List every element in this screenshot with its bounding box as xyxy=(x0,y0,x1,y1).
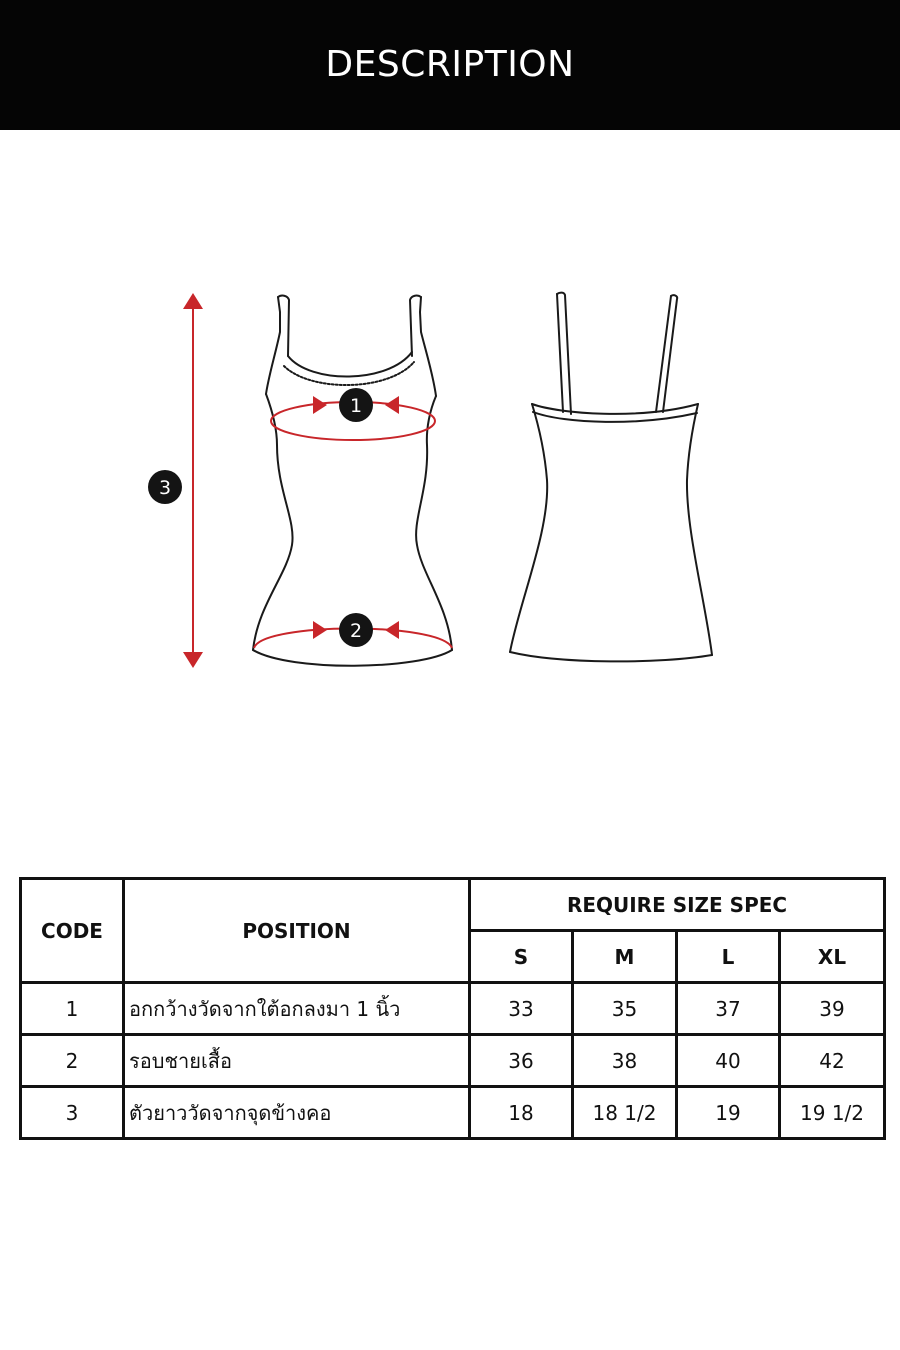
marker-1-label: 1 xyxy=(349,395,363,417)
row-value-l: 19 xyxy=(677,1087,780,1139)
row-position: รอบชายเสื้อ xyxy=(124,1035,470,1087)
row-value-l: 40 xyxy=(677,1035,780,1087)
row-value-xl: 39 xyxy=(780,983,885,1035)
header-position: POSITION xyxy=(124,879,470,983)
header-size-xl: XL xyxy=(780,931,885,983)
row-value-s: 18 xyxy=(470,1087,573,1139)
header-size-s: S xyxy=(470,931,573,983)
row-code: 2 xyxy=(21,1035,124,1087)
back-view-outline xyxy=(510,293,712,662)
front-view-outline xyxy=(253,296,452,666)
table-row xyxy=(21,1087,885,1139)
row-value-xl: 19 1/2 xyxy=(780,1087,885,1139)
row-value-m: 35 xyxy=(573,983,677,1035)
row-code: 1 xyxy=(21,983,124,1035)
row-value-l: 37 xyxy=(677,983,780,1035)
marker-1 xyxy=(339,388,373,422)
header-require-size-spec: REQUIRE SIZE SPEC xyxy=(470,879,885,931)
length-measure-line xyxy=(183,293,203,668)
row-value-s: 36 xyxy=(470,1035,573,1087)
marker-3 xyxy=(148,470,182,504)
header-size-l: L xyxy=(677,931,780,983)
header-size-m: M xyxy=(573,931,677,983)
garment-diagram xyxy=(0,270,900,690)
marker-2-label: 2 xyxy=(349,620,363,642)
size-spec-table xyxy=(19,877,886,1140)
marker-3-label: 3 xyxy=(158,477,172,499)
page-title: DESCRIPTION xyxy=(325,43,575,85)
row-position: อกกว้างวัดจากใต้อกลงมา 1 นิ้ว xyxy=(124,983,470,1035)
row-code: 3 xyxy=(21,1087,124,1139)
row-value-xl: 42 xyxy=(780,1035,885,1087)
row-value-m: 38 xyxy=(573,1035,677,1087)
row-value-s: 33 xyxy=(470,983,573,1035)
table-row xyxy=(21,1035,885,1087)
header-bar xyxy=(0,0,900,130)
marker-2 xyxy=(339,613,373,647)
table-row xyxy=(21,983,885,1035)
row-position: ตัวยาววัดจากจุดข้างคอ xyxy=(124,1087,470,1139)
header-code: CODE xyxy=(21,879,124,983)
row-value-m: 18 1/2 xyxy=(573,1087,677,1139)
